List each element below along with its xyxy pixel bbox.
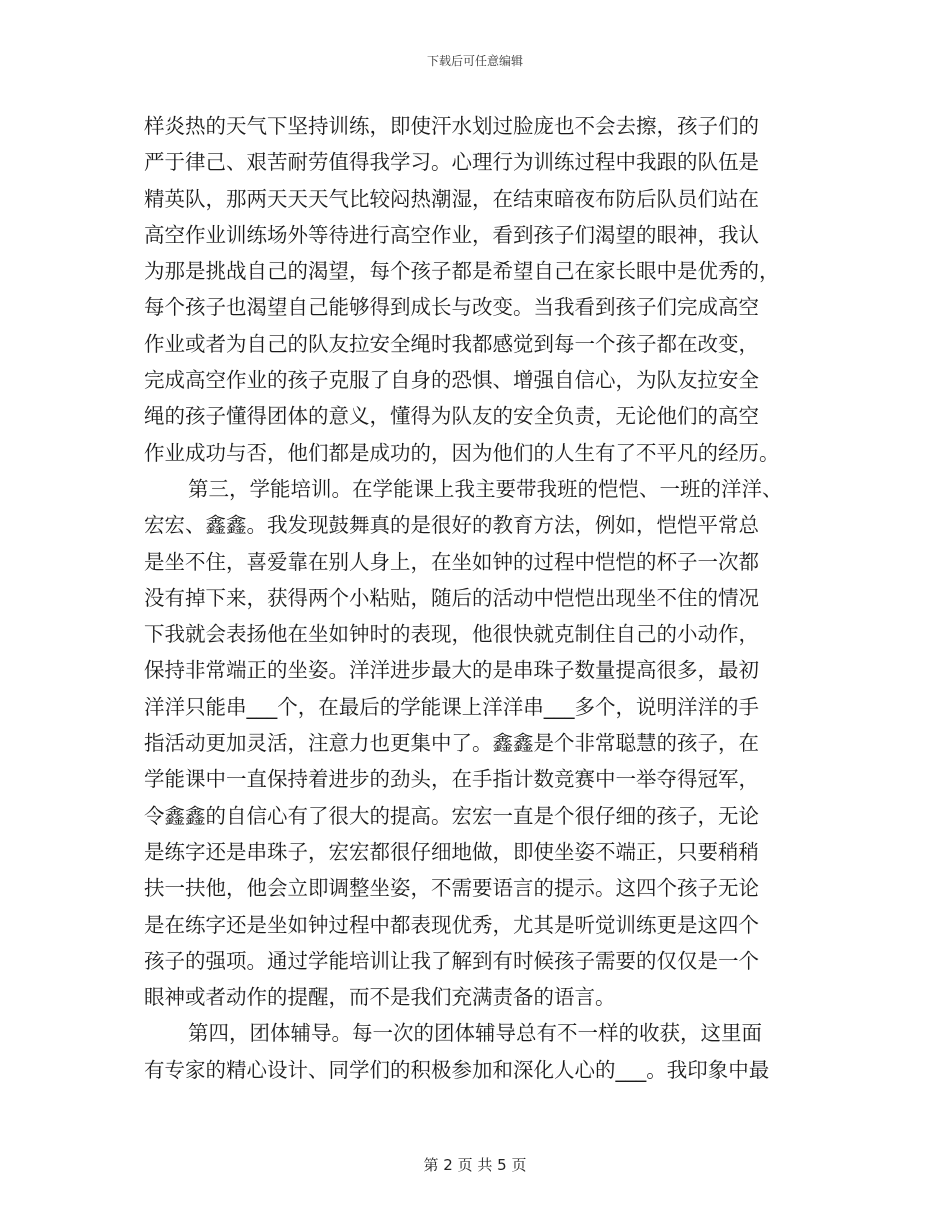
page-header: 下载后可任意编辑 (426, 54, 523, 68)
text-line: 精英队，那两天天天气比较闷热潮湿，在结束暗夜布防后队员们站在 (144, 186, 759, 211)
text-line: 学能课中一直保持着进步的劲头，在手指计数竞赛中一举夺得冠军， (144, 767, 759, 792)
page-footer: 第 2 页 共 5 页 (423, 1156, 527, 1174)
text-line: 令鑫鑫的自信心有了很大的提高。宏宏一直是个很仔细的孩子，无论 (144, 803, 759, 828)
text-line: 绳的孩子懂得团体的意义，懂得为队友的安全负责，无论他们的高空 (144, 404, 759, 429)
text-line: 作业或者为自己的队友拉安全绳时我都感觉到每一个孩子都在改变， (144, 331, 759, 356)
text-line: 严于律己、艰苦耐劳值得我学习。心理行为训练过程中我跟的队伍是 (144, 150, 759, 175)
text-line: 是在练字还是坐如钟过程中都表现优秀，尤其是听觉训练更是这四个 (144, 912, 759, 937)
text-line: 下我就会表扬他在坐如钟时的表现，他很快就克制住自己的小动作， (144, 622, 759, 647)
text-line: 是练字还是串珠子，宏宏都很仔细地做，即使坐姿不端正，只要稍稍 (144, 839, 759, 864)
text-line: 保持非常端正的坐姿。洋洋进步最大的是串珠子数量提高很多，最初 (144, 658, 759, 683)
text-line: 宏宏、鑫鑫。我发现鼓舞真的是很好的教育方法，例如，恺恺平常总 (144, 513, 759, 538)
document-body (144, 108, 814, 1088)
text-line: 扶一扶他，他会立即调整坐姿，不需要语言的提示。这四个孩子无论 (144, 876, 759, 901)
text-line: 眼神或者动作的提醒，而不是我们充满责备的语言。 (144, 985, 616, 1010)
paragraph-start-line: 第四，团体辅导。每一次的团体辅导总有不一样的收获，这里面 (188, 1021, 762, 1046)
text-line: 为那是挑战自己的渴望，每个孩子都是希望自己在家长眼中是优秀的， (144, 259, 780, 284)
text-line: 指活动更加灵活，注意力也更集中了。鑫鑫是个非常聪慧的孩子，在 (144, 731, 759, 756)
text-line: 每个孩子也渴望自己能够得到成长与改变。当我看到孩子们完成高空 (144, 295, 759, 320)
text-line: 洋洋只能串___个，在最后的学能课上洋洋串___多个，说明洋洋的手 (144, 694, 759, 719)
text-line: 有专家的精心设计、同学们的积极参加和深化人心的___。我印象中最 (144, 1057, 770, 1082)
text-line: 作业成功与否，他们都是成功的，因为他们的人生有了不平凡的经历。 (144, 440, 780, 465)
text-line: 样炎热的天气下坚持训练，即使汗水划过脸庞也不会去擦，孩子们的 (144, 114, 759, 138)
text-line: 孩子的强项。通过学能培训让我了解到有时候孩子需要的仅仅是一个 (144, 948, 759, 973)
text-line: 是坐不住，喜爱靠在别人身上，在坐如钟的过程中恺恺的杯子一次都 (144, 549, 759, 574)
text-line: 高空作业训练场外等待进行高空作业，看到孩子们渴望的眼神，我认 (144, 222, 759, 247)
text-line: 完成高空作业的孩子克服了自身的恐惧、增强自信心，为队友拉安全 (144, 368, 759, 393)
text-line: 没有掉下来，获得两个小粘贴，随后的活动中恺恺出现坐不住的情况 (144, 585, 759, 610)
paragraph-start-line: 第三，学能培训。在学能课上我主要带我班的恺恺、一班的洋洋、 (188, 476, 783, 501)
